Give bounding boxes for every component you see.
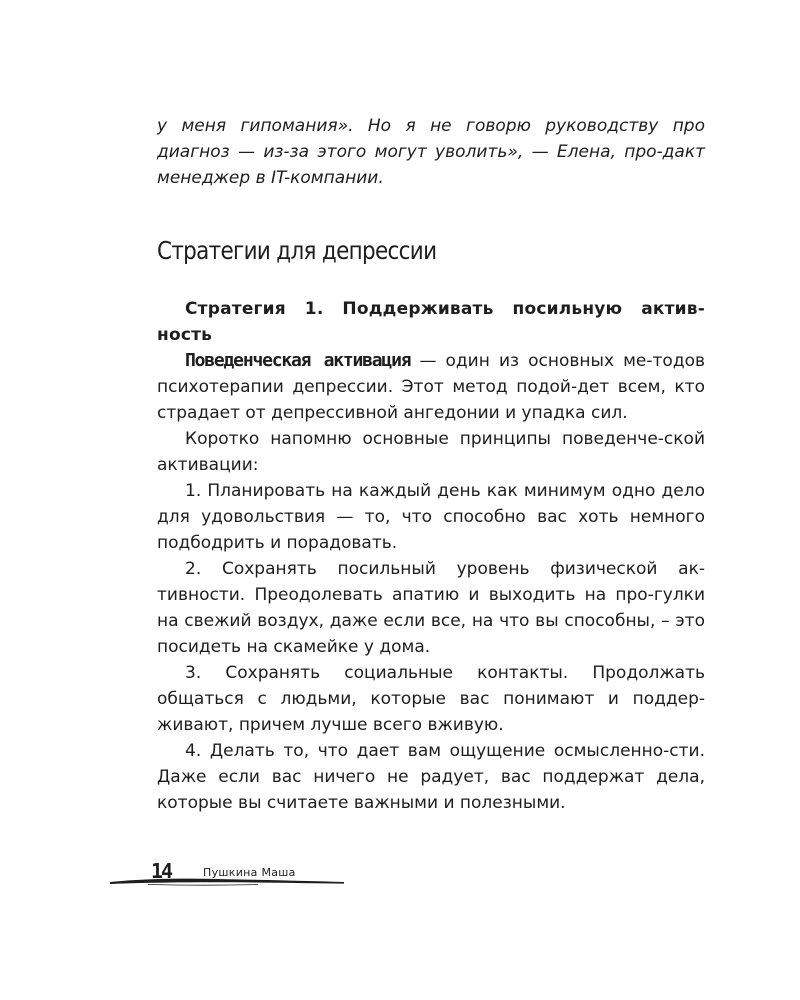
author-name: Пушкина Маша <box>203 866 296 879</box>
page-number: 14 <box>151 859 172 883</box>
list-item-1: 1. Планировать на каждый день как минимум одно дело для удовольствия — то, что способно вас хоть немного подбодрить и порадовать. <box>157 481 705 553</box>
list-item-4: 4. Делать то, что дает вам ощущение осмысленно-сти. Даже если вас ничего не радует, вас поддержат дела, которые вы считаете важными и полезными. <box>157 741 705 813</box>
strategy-title: Стратегия 1. Поддерживать посильную актив-ность <box>157 299 705 345</box>
paragraph-intro-text: — один из основных ме-тодов психотерапии депрессии. Этот метод подой-дет всем, кто страдает от депрессивной ангедонии и упадка сил. <box>157 351 705 423</box>
paragraph-principles-lead: Коротко напомню основные принципы поведенче-ской активации: <box>157 429 705 475</box>
page-footer <box>108 858 348 898</box>
section-heading: Стратегии для депрессии <box>157 236 437 265</box>
list-item-3: 3. Сохранять социальные контакты. Продолжать общаться с людьми, которые вас понимают и поддер-живают, причем лучше всего вживую. <box>157 663 705 735</box>
paragraph-intro <box>157 348 705 426</box>
body-text <box>157 296 705 816</box>
list-item-2: 2. Сохранять посильный уровень физической ак-тивности. Преодолевать апатию и выходить на про-гулки на свежий воздух, даже если все, на что вы способны, – это посидеть на скамейке у дома. <box>157 559 705 657</box>
closing-quote: у меня гипомания». Но я не говорю руководству про диагноз — из-за этого могут уволить», — Елена, про-дакт менеджер в IT-компании. <box>157 116 705 188</box>
key-term: Поведенческая активация <box>185 350 411 371</box>
